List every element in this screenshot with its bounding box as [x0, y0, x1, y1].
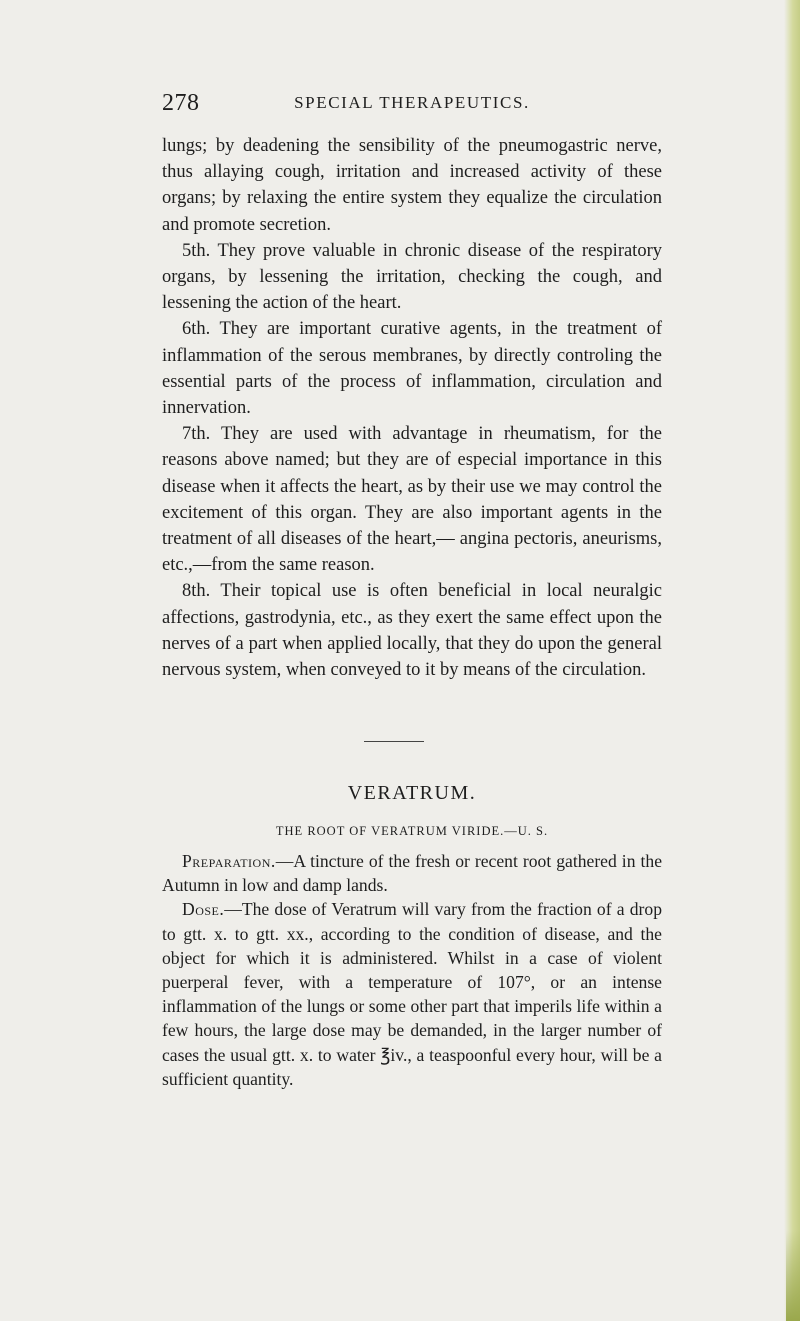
dose-text: —The dose of Veratrum will vary from the fraction of a drop to gtt. x. to gtt. xx., according to the condition of disease, and the object for which it is administered. Whilst in a case of violent puerperal fever, with a temperature of 107°, or an intense inflammation of the lungs or some other part that imperils life within a few hours, the large dose may be demanded, in the larger number of cases the usual gtt. x. to water ℥iv., a teaspoonful every hour, will be a sufficient quantity. [162, 899, 662, 1089]
paragraph-7th: 7th. They are used with advantage in rheumatism, for the reasons above named; but they are of especial importance in this disease when it affects the heart, as by their use we may control the excitement of this organ. They are also important agents in the treatment of all diseases of the heart,— angina pectoris, aneurisms, etc.,—from the same reason. [162, 424, 662, 576]
preparation-paragraph [162, 849, 662, 897]
paragraph-continued: lungs; by deadening the sensibility of the pneumogastric nerve, thus allaying cough, irritation and increased activity of these organs; by relaxing the entire system they equalize the circulation and promote secretion. [162, 136, 662, 235]
page-number: 278 [162, 90, 200, 116]
dose-paragraph [162, 897, 662, 1091]
paragraph-8th: 8th. Their topical use is often beneficial in local neuralgic affections, gastrodynia, etc., as they exert the same effect upon the nerves of a part when applied locally, that they do upon the general nervous system, when conveyed to it by means of the circulation. [162, 581, 662, 681]
preparation-text: —A tincture of the fresh or recent root gathered in the Autumn in low and damp lands. [162, 851, 662, 896]
paragraph-6th: 6th. They are important curative agents, in the treatment of inflammation of the serous membranes, by directly controling the essential parts of the process of inflammation, circulation and innervation. [162, 319, 662, 419]
running-head: SPECIAL THERAPEUTICS. [294, 93, 530, 112]
section-divider [364, 741, 424, 742]
section-subtitle: THE ROOT OF VERATRUM VIRIDE.—U. S. [275, 824, 549, 838]
veratrum-text-block [162, 849, 662, 1091]
therapeutics-text-block [162, 133, 662, 683]
page-edge-shadow [784, 0, 800, 1321]
page-header [162, 88, 662, 118]
dose-lead: Dose. [182, 899, 225, 920]
preparation-lead: Preparation. [182, 851, 276, 871]
paragraph-5th: 5th. They prove valuable in chronic disease of the respiratory organs, by lessening the irritation, checking the cough, and lessening the action of the heart. [162, 240, 662, 314]
section-title: VERATRUM. [347, 782, 477, 804]
page-edge-shadow-bottom [786, 1231, 800, 1321]
